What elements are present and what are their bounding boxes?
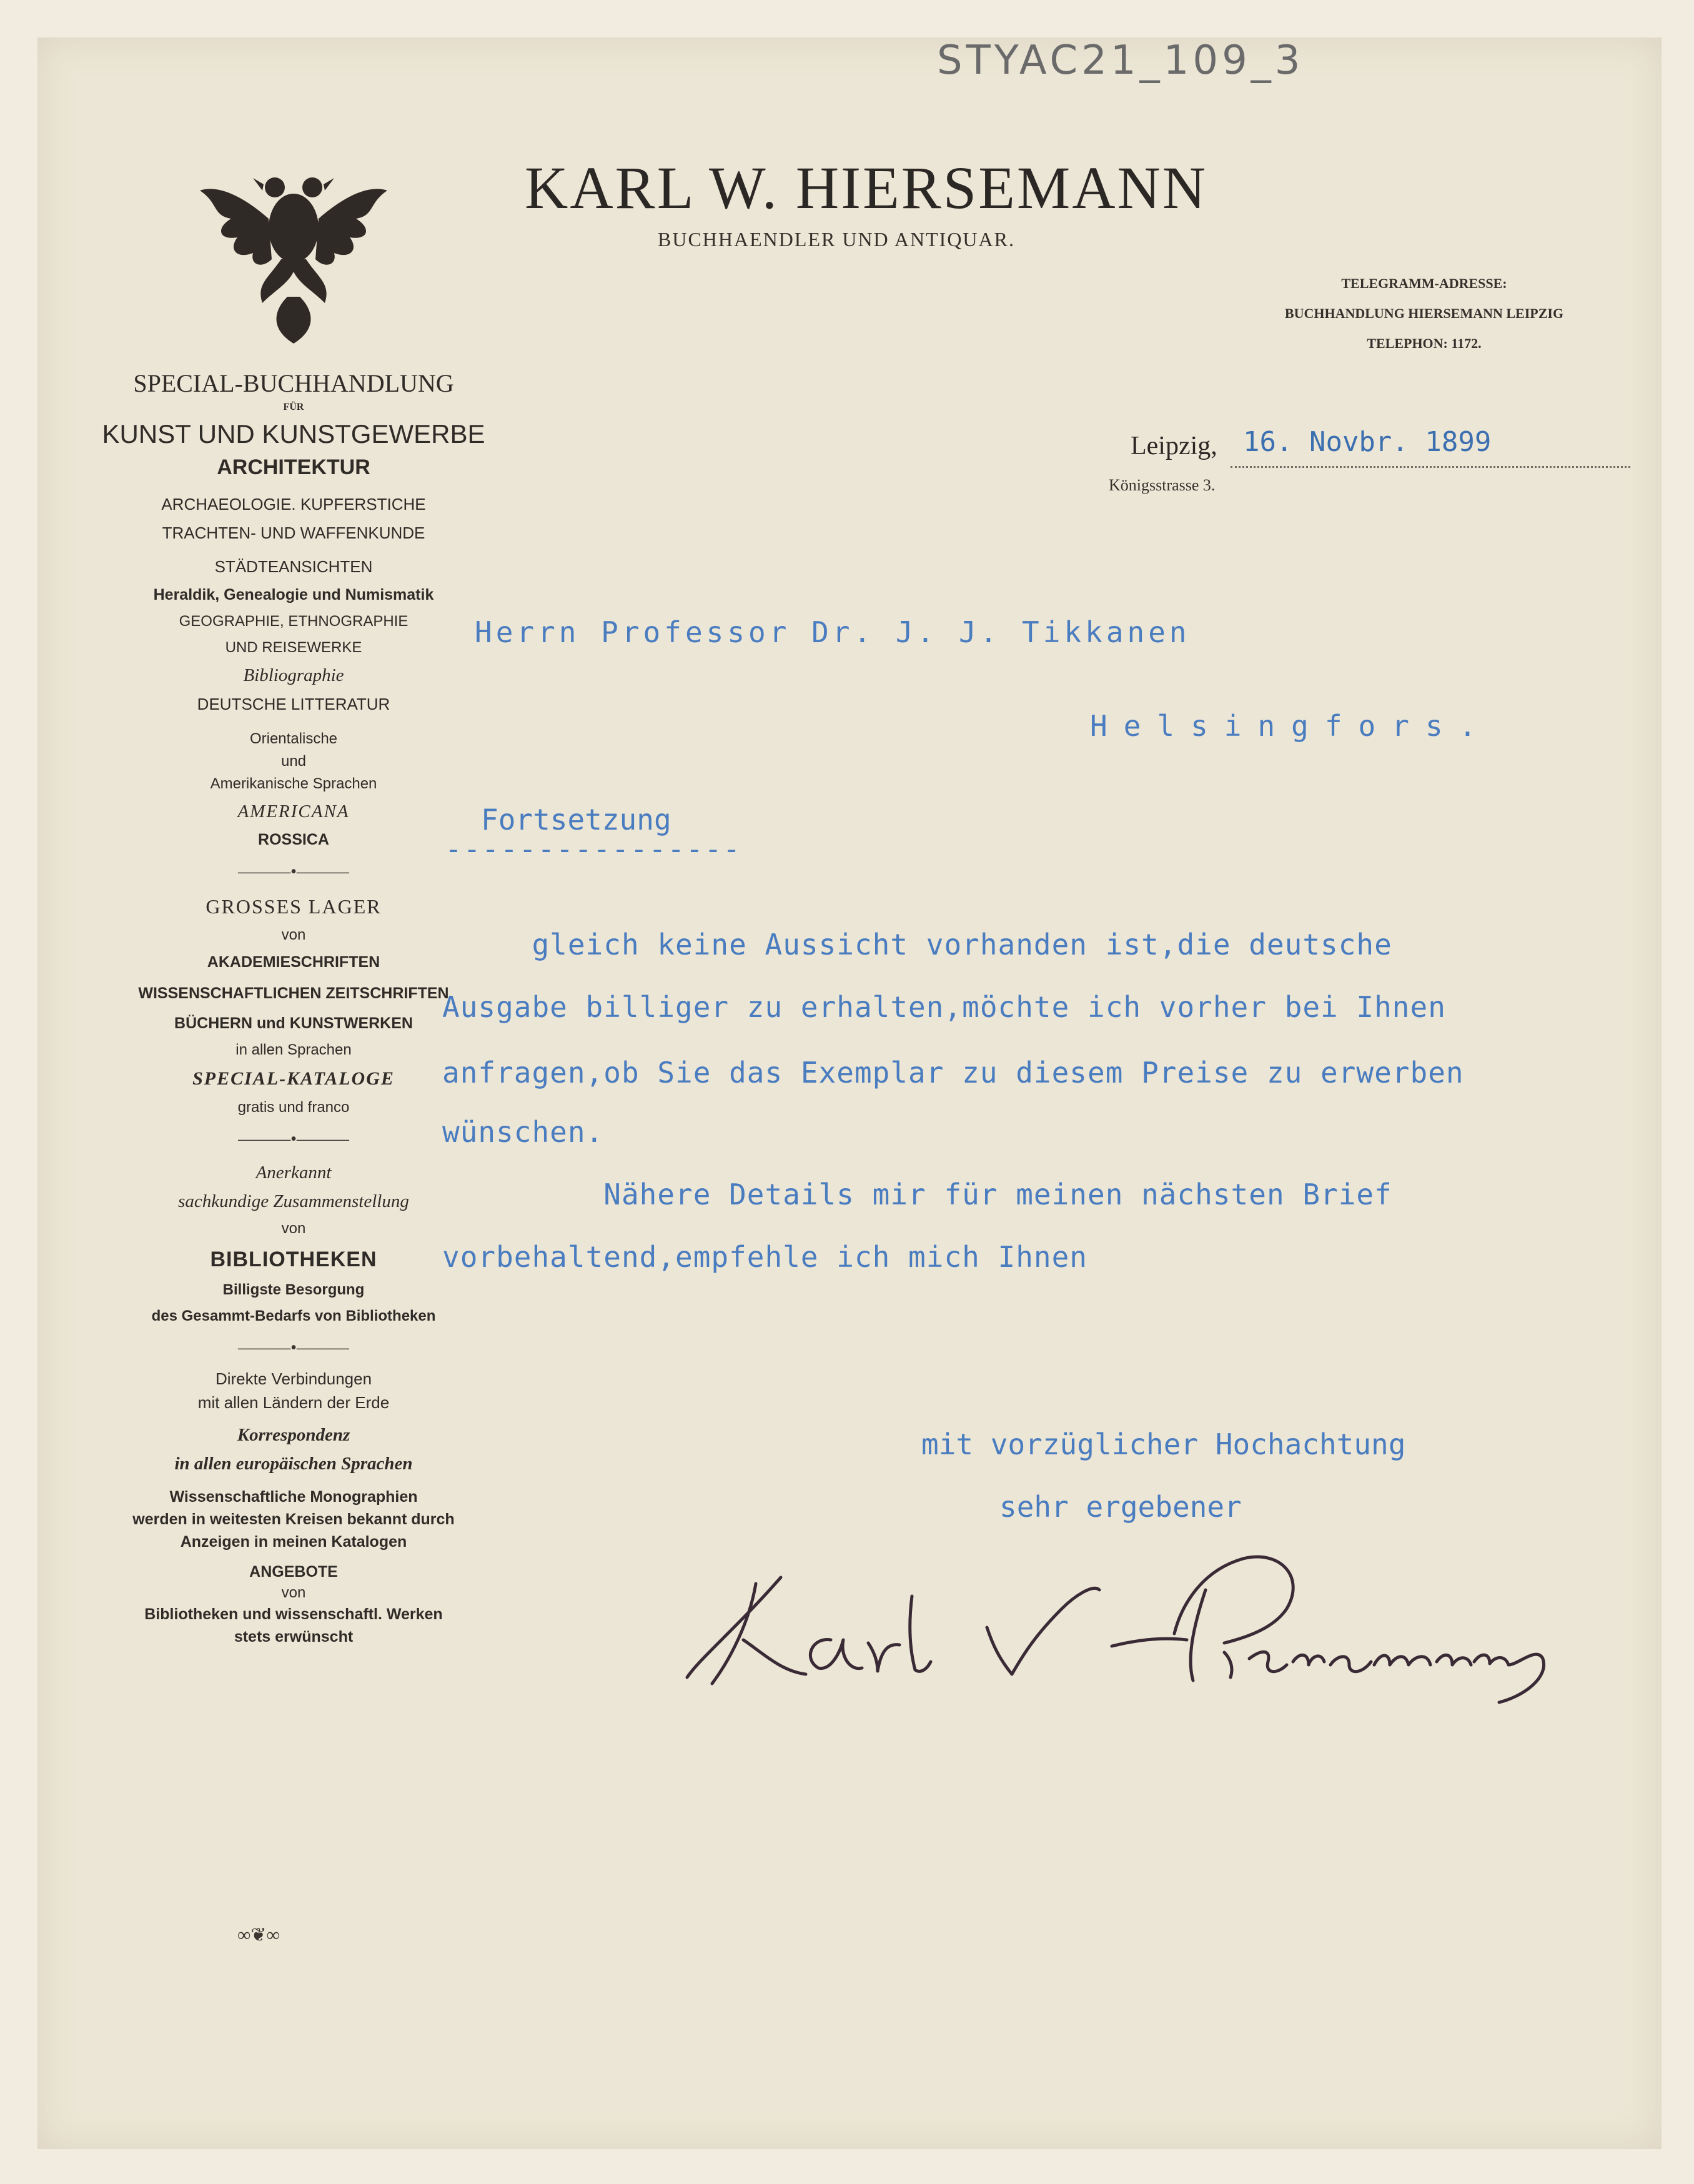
closing-phrase-2: sehr ergebener [999,1490,1242,1524]
divider-ornament: ———•——— [238,862,349,881]
sidebar-sprachen: in allen Sprachen [235,1041,352,1058]
sidebar-kunst: KUNST UND KUNSTGEWERBE [102,419,485,449]
place-label: Leipzig, [1131,432,1217,460]
sidebar-von1: von [281,926,306,943]
sidebar-sachkundige: sachkundige Zusammenstellung [178,1191,409,1211]
sidebar-buechern: BÜCHERN und KUNSTWERKEN [174,1015,413,1032]
sidebar-korrespondenz: Korrespondenz [237,1425,350,1445]
sidebar-geographie: GEOGRAPHIE, ETHNOGRAPHIE [179,613,409,630]
sidebar-bibliotheken: BIBLIOTHEKEN [210,1248,377,1271]
body-line: anfragen,ob Sie das Exemplar zu diesem Preise zu erwerben [442,1056,1464,1090]
sidebar-erwuenscht: stets erwünscht [234,1628,354,1645]
sidebar-gesammt: des Gesammt-Bedarfs von Bibliotheken [151,1308,436,1324]
telegram-address [1249,269,1599,359]
double-headed-eagle-icon [194,159,394,347]
date-dotted-line [1231,466,1630,468]
sidebar-von3: von [281,1584,306,1601]
sidebar-zeitschriften: WISSENSCHAFTLICHEN ZEITSCHRIFTEN [138,985,449,1002]
sidebar-bibliotheken2: Bibliotheken und wissenschaftl. Werken [144,1606,443,1623]
sidebar-archaeologie: ARCHAEOLOGIE. KUPFERSTICHE [161,495,426,514]
telegram-value: BUCHHANDLUNG HIERSEMANN LEIPZIG [1284,305,1564,321]
sidebar-gratis: gratis und franco [237,1099,350,1116]
sidebar-grosses: GROSSES LAGER [206,895,382,918]
divider-ornament: ———•——— [238,1338,349,1358]
sidebar-akademie: AKADEMIESCHRIFTEN [207,953,380,971]
body-line: wünschen. [442,1115,604,1149]
sidebar-kataloge: SPECIAL-KATALOGE [192,1068,395,1089]
letter-date: 16. Novbr. 1899 [1243,426,1492,458]
firm-name: KARL W. HIERSEMANN [525,154,1208,221]
body-line: gleich keine Aussicht vorhanden ist,die deutsche [442,928,1392,961]
sidebar-kreisen: werden in weitesten Kreisen bekannt durch [132,1511,455,1528]
body-line: Ausgabe billiger zu erhalten,möchte ich vorher bei Ihnen [442,990,1446,1024]
body-line: Nähere Details mir für meinen nächsten Brief [442,1178,1392,1211]
sidebar-trachten: TRACHTEN- UND WAFFENKUNDE [162,524,425,542]
sidebar-staedte: STÄDTEANSICHTEN [214,557,373,576]
sidebar-direkte: Direkte Verbindungen [215,1369,372,1388]
sidebar-reisewerke: UND REISEWERKE [225,639,362,656]
archive-reference: STYAC21_109_3 [937,37,1304,84]
sidebar-angebote: ANGEBOTE [249,1563,338,1581]
recipient-city: Helsingfors. [1090,709,1493,743]
closing-phrase: mit vorzüglicher Hochachtung [921,1427,1406,1461]
body-line: vorbehaltend,empfehle ich mich Ihnen [442,1240,1087,1274]
recipient: Herrn Professor Dr. J. J. Tikkanen [475,615,1191,649]
divider-ornament: ———•——— [238,1129,349,1149]
sidebar-special: SPECIAL-BUCHHANDLUNG [133,369,454,397]
letter-heading: Fortsetzung [481,803,671,836]
sidebar-billigste: Billigste Besorgung [222,1281,365,1298]
sidebar-fur: FÜR [283,402,304,412]
sidebar-laender: mit allen Ländern der Erde [197,1393,390,1412]
street-address: Königsstrasse 3. [1109,476,1216,494]
footer-ornament: ∞❦∞ [237,1925,280,1945]
sidebar-von2: von [281,1220,306,1237]
sidebar-monographien: Wissenschaftliche Monographien [169,1488,418,1506]
sidebar-europaeisch: in allen europäischen Sprachen [174,1454,413,1474]
sidebar-heraldik: Heraldik, Genealogie und Numismatik [153,586,434,603]
sidebar-orient3: Amerikanische Sprachen [210,775,377,792]
sidebar-rossica: ROSSICA [258,831,329,848]
handwritten-signature [662,1534,1637,1721]
sidebar-orient1: Orientalische [249,730,338,747]
firm-subtitle: BUCHHAENDLER UND ANTIQUAR. [658,228,1015,251]
telegram-label: TELEGRAMM-ADRESSE: [1341,275,1507,291]
sidebar-anzeigen: Anzeigen in meinen Katalogen [180,1533,407,1551]
sidebar-americana: AMERICANA [237,802,350,821]
telephone: TELEPHON: 1172. [1367,335,1482,351]
sidebar-orient2: und [280,753,307,770]
sidebar-architektur: ARCHITEKTUR [217,455,370,479]
heading-underline: ---------------- [445,832,742,866]
sidebar-litteratur: DEUTSCHE LITTERATUR [197,695,390,713]
sidebar-bibliographie: Bibliographie [243,665,344,685]
sidebar-anerkannt: Anerkannt [255,1163,332,1183]
